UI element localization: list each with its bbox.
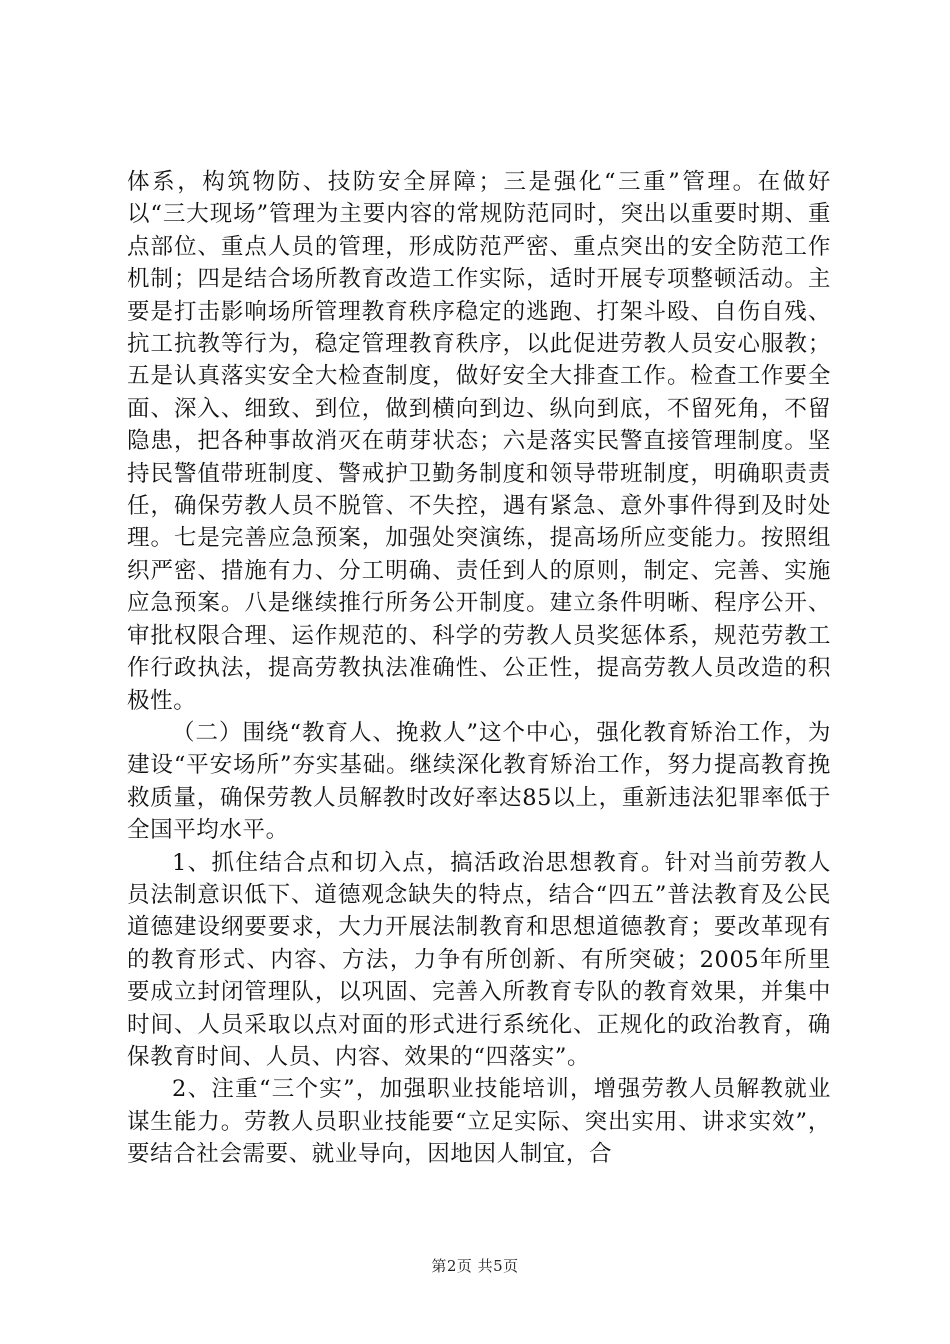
- paragraph-item-one: 1、抓住结合点和切入点，搞活政治思想教育。针对当前劳教人员法制意识低下、道德观念缺失的特点，结合“四五”普法教育及公民道德建设纲要要求，大力开展法制教育和思想道德教育；要改革现有的教育形式、内容、方法，力争有所创新、有所突破；2005年所里要成立封闭管理队，以巩固、完善入所教育专队的教育效果，并集中时间、人员采取以点对面的形式进行系统化、正规化的政治教育，确保教育时间、人员、内容、效果的“四落实”。: [127, 849, 831, 1070]
- page-number-footer: 第2页 共5页: [431, 1257, 519, 1275]
- paragraph-item-two: 2、注重“三个实”，加强职业技能培训，增强劳教人员解教就业谋生能力。劳教人员职业技能要“立足实际、突出实用、讲求实效”，要结合社会需要、就业导向，因地因人制宜，合: [127, 1076, 831, 1168]
- paragraph-section-two: （二）围绕“教育人、挽救人”这个中心，强化教育矫治工作，为建设“平安场所”夯实基础。继续深化教育矫治工作，努力提高教育挽救质量，确保劳教人员解教时改好率达85以上，重新违法犯罪率低于全国平均水平。: [127, 719, 831, 844]
- document-body: [127, 166, 831, 1171]
- paragraph-continued: 体系，构筑物防、技防安全屏障；三是强化“三重”管理。在做好以“三大现场”管理为主要内容的常规防范同时，突出以重要时期、重点部位、重点人员的管理，形成防范严密、重点突出的安全防范工作机制；四是结合场所教育改造工作实际，适时开展专项整顿活动。主要是打击影响场所管理教育秩序稳定的逃跑、打架斗殴、自伤自残、抗工抗教等行为，稳定管理教育秩序，以此促进劳教人员安心服教；五是认真落实安全大检查制度，做好安全大排查工作。检查工作要全面、深入、细致、到位，做到横向到边、纵向到底，不留死角，不留隐患，把各种事故消灭在萌芽状态；六是落实民警直接管理制度。坚持民警值带班制度、警戒护卫勤务制度和领导带班制度，明确职责责任，确保劳教人员不脱管、不失控，遇有紧急、意外事件得到及时处理。七是完善应急预案，加强处突演练，提高场所应变能力。按照组织严密、措施有力、分工明确、责任到人的原则，制定、完善、实施应急预案。八是继续推行所务公开制度。建立条件明晰、程序公开、审批权限合理、运作规范的、科学的劳教人员奖惩体系，规范劳教工作行政执法，提高劳教执法准确性、公正性，提高劳教人员改造的积极性。: [127, 169, 831, 714]
